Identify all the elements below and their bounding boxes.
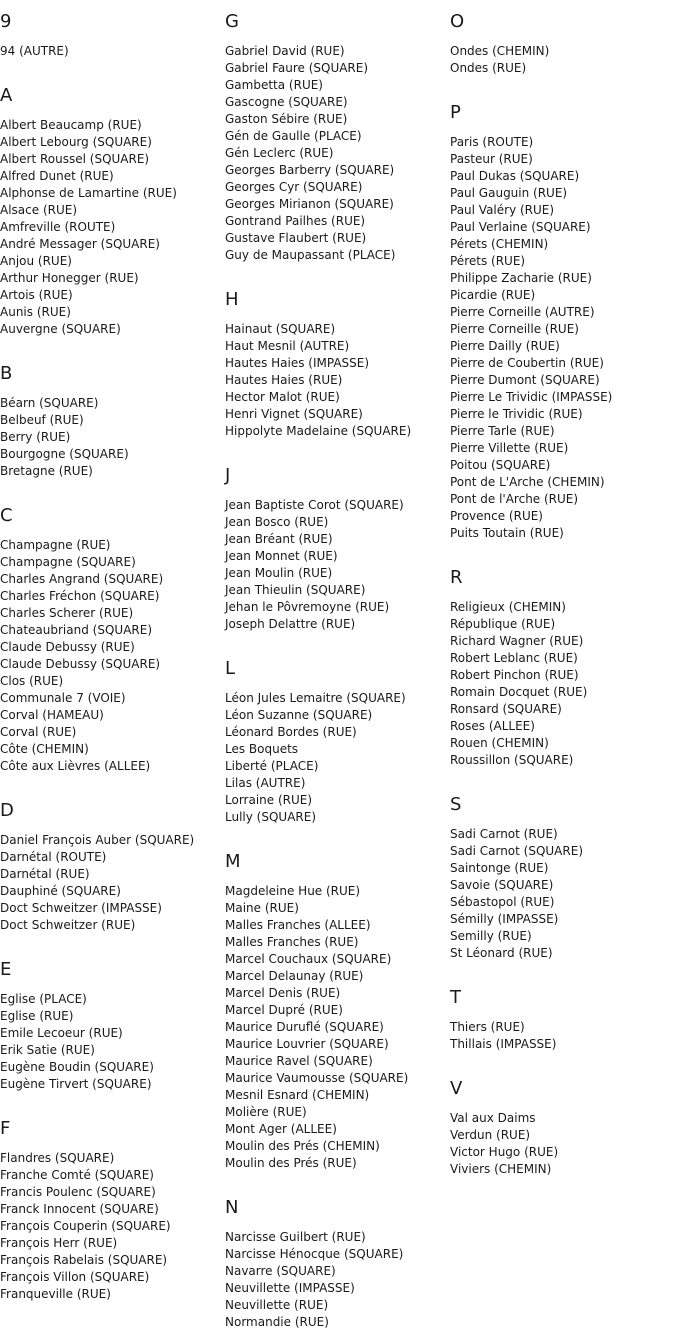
street-name: Savoie (SQUARE) — [450, 878, 554, 892]
street-name: Moulin des Prés (RUE) — [225, 1156, 357, 1170]
street-list — [450, 1110, 675, 1178]
street-list — [225, 690, 450, 826]
section-letter-heading: D — [0, 800, 14, 821]
street-name: Georges Cyr (SQUARE) — [225, 180, 363, 194]
letter-section — [0, 362, 225, 504]
street-list — [0, 537, 225, 775]
street-name: Malles Franches (ALLEE) — [225, 918, 371, 932]
street-name: Mont Ager (ALLEE) — [225, 1122, 337, 1136]
street-name: François Villon (SQUARE) — [0, 1270, 150, 1284]
street-name: Provence (RUE) — [450, 509, 543, 523]
street-name: Maine (RUE) — [225, 901, 299, 915]
street-list — [0, 395, 225, 480]
street-list — [0, 117, 225, 338]
section-letter-heading: H — [225, 289, 239, 310]
street-name: Anjou (RUE) — [0, 254, 72, 268]
street-name: Paul Gauguin (RUE) — [450, 186, 568, 200]
street-name: Corval (RUE) — [0, 725, 77, 739]
street-name: Albert Lebourg (SQUARE) — [0, 135, 152, 149]
street-name: Mesnil Esnard (CHEMIN) — [225, 1088, 370, 1102]
street-name: Berry (RUE) — [0, 430, 71, 444]
street-name: Alfred Dunet (RUE) — [0, 169, 114, 183]
section-letter-heading: V — [450, 1078, 463, 1099]
section-spacer — [225, 633, 450, 657]
street-name: Arthur Honegger (RUE) — [0, 271, 139, 285]
street-name: Doct Schweitzer (IMPASSE) — [0, 901, 162, 915]
street-name: Marcel Dupré (RUE) — [225, 1003, 343, 1017]
letter-section — [225, 10, 450, 288]
street-name: Aunis (RUE) — [0, 305, 71, 319]
street-name: Roussillon (SQUARE) — [450, 753, 574, 767]
letter-section — [225, 850, 450, 1196]
street-name: Corval (HAMEAU) — [0, 708, 104, 722]
street-name: Pierre Le Trividic (IMPASSE) — [450, 390, 613, 404]
street-name: Pérets (RUE) — [450, 254, 526, 268]
section-spacer — [0, 934, 225, 958]
street-name: Ronsard (SQUARE) — [450, 702, 562, 716]
section-letter-heading: 9 — [0, 11, 12, 32]
street-name: Daniel François Auber (SQUARE) — [0, 833, 195, 847]
section-spacer — [225, 264, 450, 288]
section-spacer — [450, 77, 675, 101]
street-name: Pierre Tarle (RUE) — [450, 424, 555, 438]
street-list — [225, 321, 450, 440]
street-name: Charles Angrand (SQUARE) — [0, 572, 164, 586]
street-name: Paul Dukas (SQUARE) — [450, 169, 580, 183]
street-name: Neuvillette (IMPASSE) — [225, 1281, 355, 1295]
street-name: Pierre Dumont (SQUARE) — [450, 373, 600, 387]
street-name: Léon Jules Lemaitre (SQUARE) — [225, 691, 406, 705]
section-letter-heading: G — [225, 11, 239, 32]
street-name: Côte aux Lièvres (ALLEE) — [0, 759, 151, 773]
street-index-column-1 — [0, 10, 225, 1303]
section-spacer — [450, 962, 675, 986]
street-name: Jean Moulin (RUE) — [225, 566, 333, 580]
street-list — [225, 1229, 450, 1331]
street-name: Jean Thieulin (SQUARE) — [225, 583, 366, 597]
street-name: Sadi Carnot (RUE) — [450, 827, 558, 841]
street-name: Maurice Vaumousse (SQUARE) — [225, 1071, 409, 1085]
street-name: Amfreville (ROUTE) — [0, 220, 116, 234]
street-name: Bourgogne (SQUARE) — [0, 447, 129, 461]
section-spacer — [0, 1093, 225, 1117]
street-name: Dauphiné (SQUARE) — [0, 884, 121, 898]
street-name: Narcisse Guilbert (RUE) — [225, 1230, 366, 1244]
street-name: Francis Poulenc (SQUARE) — [0, 1185, 156, 1199]
street-name: St Léonard (RUE) — [450, 946, 553, 960]
street-name: Alphonse de Lamartine (RUE) — [0, 186, 177, 200]
street-name: Claude Debussy (SQUARE) — [0, 657, 161, 671]
street-name: Côte (CHEMIN) — [0, 742, 89, 756]
street-list — [0, 43, 225, 60]
street-name: François Rabelais (SQUARE) — [0, 1253, 168, 1267]
street-list — [450, 599, 675, 769]
street-name: Alsace (RUE) — [0, 203, 78, 217]
street-name: Marcel Delaunay (RUE) — [225, 969, 364, 983]
street-name: Albert Roussel (SQUARE) — [0, 152, 150, 166]
section-letter-heading: P — [450, 102, 461, 123]
street-name: Val aux Daims — [450, 1111, 536, 1125]
street-name: Maurice Louvrier (SQUARE) — [225, 1037, 389, 1051]
letter-section — [225, 464, 450, 657]
street-name: Hector Malot (RUE) — [225, 390, 340, 404]
section-letter-heading: A — [0, 85, 13, 106]
letter-section — [0, 958, 225, 1117]
section-letter-heading: E — [0, 959, 12, 980]
street-list — [450, 826, 675, 962]
street-name: Verdun (RUE) — [450, 1128, 531, 1142]
street-list — [450, 134, 675, 542]
street-name: Lilas (AUTRE) — [225, 776, 306, 790]
street-name: Jean Monnet (RUE) — [225, 549, 338, 563]
street-name: Georges Barberry (SQUARE) — [225, 163, 395, 177]
street-name: Claude Debussy (RUE) — [0, 640, 135, 654]
street-name: Puits Toutain (RUE) — [450, 526, 564, 540]
letter-section — [225, 1196, 450, 1331]
street-name: Belbeuf (RUE) — [0, 413, 84, 427]
street-name: Franche Comté (SQUARE) — [0, 1168, 154, 1182]
street-name: Maurice Ravel (SQUARE) — [225, 1054, 373, 1068]
letter-section — [450, 566, 675, 793]
street-name: Charles Scherer (RUE) — [0, 606, 134, 620]
street-name: Pierre Dailly (RUE) — [450, 339, 560, 353]
letter-section — [0, 10, 225, 84]
street-name: Thiers (RUE) — [450, 1020, 525, 1034]
street-name: Champagne (SQUARE) — [0, 555, 136, 569]
section-spacer — [225, 440, 450, 464]
street-name: Rouen (CHEMIN) — [450, 736, 549, 750]
street-name: Victor Hugo (RUE) — [450, 1145, 559, 1159]
street-name: Pierre Corneille (AUTRE) — [450, 305, 595, 319]
street-list — [450, 43, 675, 77]
street-name: Pasteur (RUE) — [450, 152, 533, 166]
section-letter-heading: B — [0, 363, 13, 384]
street-name: Hippolyte Madelaine (SQUARE) — [225, 424, 412, 438]
street-name: Darnétal (RUE) — [0, 867, 90, 881]
street-name: Gén Leclerc (RUE) — [225, 146, 334, 160]
street-name: Maurice Duruflé (SQUARE) — [225, 1020, 384, 1034]
street-name: Picardie (RUE) — [450, 288, 536, 302]
letter-section — [450, 10, 675, 101]
street-list — [225, 43, 450, 264]
street-name: Pérets (CHEMIN) — [450, 237, 549, 251]
street-name: Gustave Flaubert (RUE) — [225, 231, 367, 245]
section-letter-heading: M — [225, 851, 241, 872]
street-name: Communale 7 (VOIE) — [0, 691, 126, 705]
letter-section — [225, 657, 450, 850]
street-list — [0, 832, 225, 934]
street-name: Paris (ROUTE) — [450, 135, 534, 149]
street-name: Gabriel David (RUE) — [225, 44, 345, 58]
street-name: Haut Mesnil (AUTRE) — [225, 339, 350, 353]
street-name: Paul Valéry (RUE) — [450, 203, 555, 217]
street-name: Ondes (RUE) — [450, 61, 527, 75]
street-name: Joseph Delattre (RUE) — [225, 617, 356, 631]
street-index-column-3 — [450, 10, 675, 1178]
street-name: Richard Wagner (RUE) — [450, 634, 584, 648]
street-name: Narcisse Hénocque (SQUARE) — [225, 1247, 404, 1261]
street-name: Eglise (RUE) — [0, 1009, 74, 1023]
letter-section — [0, 799, 225, 958]
section-spacer — [450, 769, 675, 793]
street-name: Pierre Villette (RUE) — [450, 441, 569, 455]
street-name: Lorraine (RUE) — [225, 793, 313, 807]
street-name: 94 (AUTRE) — [0, 44, 69, 58]
letter-section — [0, 84, 225, 362]
street-name: Navarre (SQUARE) — [225, 1264, 336, 1278]
street-name: Semilly (RUE) — [450, 929, 532, 943]
street-name: Artois (RUE) — [0, 288, 73, 302]
street-name: Lully (SQUARE) — [225, 810, 317, 824]
section-letter-heading: R — [450, 567, 463, 588]
letter-section — [450, 793, 675, 986]
section-letter-heading: T — [450, 987, 461, 1008]
street-name: Clos (RUE) — [0, 674, 64, 688]
street-name: Robert Leblanc (RUE) — [450, 651, 578, 665]
street-name: Hainaut (SQUARE) — [225, 322, 336, 336]
street-name: Georges Mirianon (SQUARE) — [225, 197, 394, 211]
street-name: Gascogne (SQUARE) — [225, 95, 348, 109]
street-name: Franqueville (RUE) — [0, 1287, 111, 1301]
street-name: République (RUE) — [450, 617, 556, 631]
letter-section — [0, 504, 225, 799]
street-name: Marcel Denis (RUE) — [225, 986, 341, 1000]
street-name: Marcel Couchaux (SQUARE) — [225, 952, 392, 966]
street-name: Liberté (PLACE) — [225, 759, 319, 773]
section-spacer — [225, 1172, 450, 1196]
street-name: Léonard Bordes (RUE) — [225, 725, 357, 739]
street-name: André Messager (SQUARE) — [0, 237, 160, 251]
street-list — [450, 1019, 675, 1053]
street-name: Religieux (CHEMIN) — [450, 600, 566, 614]
street-name: François Herr (RUE) — [0, 1236, 118, 1250]
section-spacer — [0, 775, 225, 799]
section-spacer — [225, 826, 450, 850]
street-name: Hautes Haies (RUE) — [225, 373, 343, 387]
street-name: Moulin des Prés (CHEMIN) — [225, 1139, 380, 1153]
street-name: Molière (RUE) — [225, 1105, 307, 1119]
street-name: Henri Vignet (SQUARE) — [225, 407, 363, 421]
street-name: Ondes (CHEMIN) — [450, 44, 550, 58]
street-name: Sébastopol (RUE) — [450, 895, 555, 909]
street-name: Erik Satie (RUE) — [0, 1043, 95, 1057]
letter-section — [0, 1117, 225, 1303]
street-name: Gabriel Faure (SQUARE) — [225, 61, 369, 75]
street-name: Pierre de Coubertin (RUE) — [450, 356, 604, 370]
section-spacer — [450, 542, 675, 566]
street-name: Gén de Gaulle (PLACE) — [225, 129, 362, 143]
street-name: Eglise (PLACE) — [0, 992, 87, 1006]
street-name: Pierre Corneille (RUE) — [450, 322, 579, 336]
street-list — [225, 883, 450, 1172]
street-name: Poitou (SQUARE) — [450, 458, 551, 472]
letter-section — [225, 288, 450, 464]
section-letter-heading: C — [0, 505, 13, 526]
section-letter-heading: S — [450, 794, 462, 815]
street-name: Normandie (RUE) — [225, 1315, 329, 1329]
street-name: Malles Franches (RUE) — [225, 935, 359, 949]
street-name: Pont de L'Arche (CHEMIN) — [450, 475, 605, 489]
street-list — [0, 991, 225, 1093]
street-name: Sadi Carnot (SQUARE) — [450, 844, 583, 858]
street-name: Sémilly (IMPASSE) — [450, 912, 559, 926]
street-name: Gontrand Pailhes (RUE) — [225, 214, 366, 228]
street-list — [0, 1150, 225, 1303]
section-letter-heading: N — [225, 1197, 239, 1218]
street-name: Robert Pinchon (RUE) — [450, 668, 579, 682]
street-name: Roses (ALLEE) — [450, 719, 535, 733]
section-letter-heading: L — [225, 658, 236, 679]
street-name: Guy de Maupassant (PLACE) — [225, 248, 396, 262]
section-spacer — [0, 480, 225, 504]
street-name: Doct Schweitzer (RUE) — [0, 918, 136, 932]
street-name: Franck Innocent (SQUARE) — [0, 1202, 159, 1216]
street-name: Léon Suzanne (SQUARE) — [225, 708, 373, 722]
street-name: Viviers (CHEMIN) — [450, 1162, 552, 1176]
street-name: François Couperin (SQUARE) — [0, 1219, 171, 1233]
street-name: Jean Baptiste Corot (SQUARE) — [225, 498, 404, 512]
street-name: Saintonge (RUE) — [450, 861, 549, 875]
street-name: Albert Beaucamp (RUE) — [0, 118, 142, 132]
section-letter-heading: J — [225, 465, 231, 486]
street-name: Pont de l'Arche (RUE) — [450, 492, 579, 506]
street-name: Auvergne (SQUARE) — [0, 322, 121, 336]
street-name: Charles Fréchon (SQUARE) — [0, 589, 160, 603]
street-name: Champagne (RUE) — [0, 538, 111, 552]
street-name: Hautes Haies (IMPASSE) — [225, 356, 370, 370]
letter-section — [450, 986, 675, 1077]
street-name: Bretagne (RUE) — [0, 464, 93, 478]
street-list — [225, 497, 450, 633]
street-name: Les Boquets — [225, 742, 299, 756]
street-name: Flandres (SQUARE) — [0, 1151, 115, 1165]
street-name: Jean Bréant (RUE) — [225, 532, 333, 546]
street-index-column-2 — [225, 10, 450, 1331]
street-name: Paul Verlaine (SQUARE) — [450, 220, 591, 234]
letter-section — [450, 101, 675, 566]
street-name: Gaston Sébire (RUE) — [225, 112, 348, 126]
street-name: Romain Docquet (RUE) — [450, 685, 588, 699]
street-name: Gambetta (RUE) — [225, 78, 323, 92]
street-name: Jean Bosco (RUE) — [225, 515, 329, 529]
street-name: Philippe Zacharie (RUE) — [450, 271, 592, 285]
section-letter-heading: F — [0, 1118, 11, 1139]
street-name: Darnétal (ROUTE) — [0, 850, 107, 864]
street-name: Jehan le Pôvremoyne (RUE) — [225, 600, 390, 614]
street-name: Eugène Tirvert (SQUARE) — [0, 1077, 152, 1091]
street-name: Pierre le Trividic (RUE) — [450, 407, 583, 421]
street-name: Emile Lecoeur (RUE) — [0, 1026, 123, 1040]
street-name: Chateaubriand (SQUARE) — [0, 623, 152, 637]
section-letter-heading: O — [450, 11, 465, 32]
street-name: Neuvillette (RUE) — [225, 1298, 329, 1312]
street-name: Eugène Boudin (SQUARE) — [0, 1060, 154, 1074]
letter-section — [450, 1077, 675, 1178]
street-name: Thillais (IMPASSE) — [450, 1037, 557, 1051]
section-spacer — [0, 60, 225, 84]
street-name: Magdeleine Hue (RUE) — [225, 884, 361, 898]
section-spacer — [450, 1053, 675, 1077]
section-spacer — [0, 338, 225, 362]
street-name: Béarn (SQUARE) — [0, 396, 99, 410]
